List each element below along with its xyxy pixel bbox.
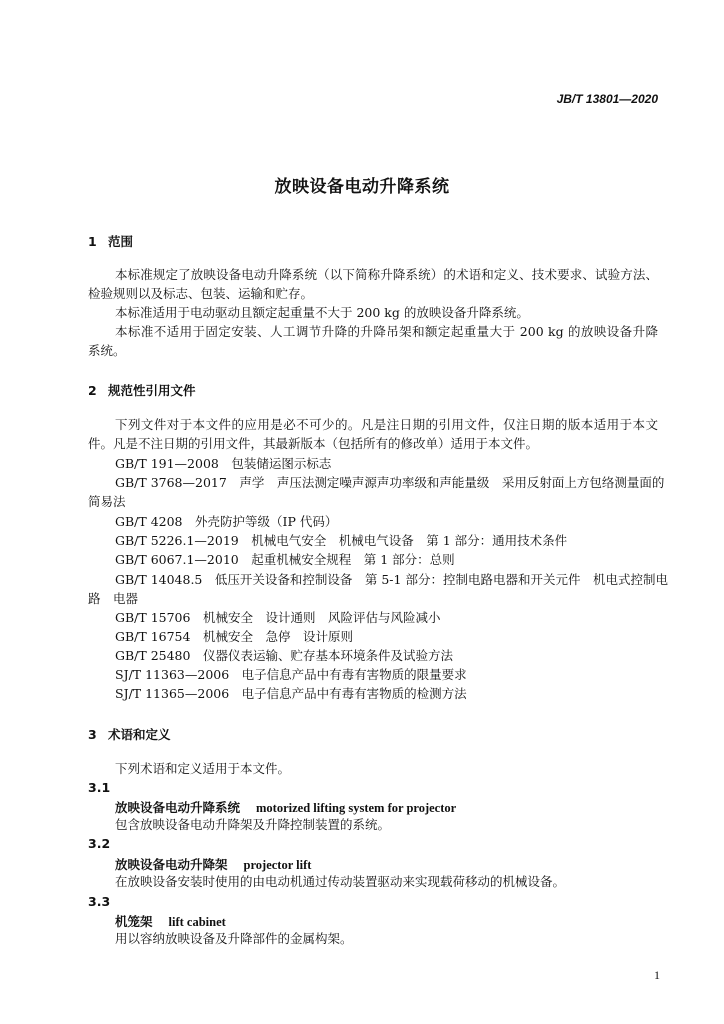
reference-item-continuation: 路 电器 bbox=[88, 591, 139, 606]
document-title: 放映设备电动升降系统 bbox=[274, 177, 450, 197]
term-english: motorized lifting system for projector bbox=[256, 801, 457, 815]
scope-paragraph-2: 本标准适用于电动驱动且额定起重量不大于 200 kg 的放映设备升降系统。 bbox=[115, 305, 529, 320]
reference-item-continuation: 简易法 bbox=[88, 494, 126, 509]
term-number: 3.2 bbox=[88, 836, 111, 851]
terms-intro: 下列术语和定义适用于本文件。 bbox=[115, 761, 291, 776]
term-entry bbox=[115, 912, 226, 930]
references-intro-line-1: 下列文件对于本文件的应用是必不可少的。凡是注日期的引用文件，仅注日期的版本适用于本文 bbox=[115, 417, 658, 432]
scope-paragraph-3-line-2: 系统。 bbox=[88, 343, 126, 358]
scope-paragraph-1-line-2: 检验规则以及标志、包装、运输和贮存。 bbox=[88, 286, 314, 301]
section-title: 范围 bbox=[108, 234, 134, 249]
reference-item: GB/T 6067.1—2010 起重机械安全规程 第 1 部分：总则 bbox=[115, 552, 455, 567]
section-1-heading bbox=[88, 232, 133, 250]
reference-item: SJ/T 11365—2006 电子信息产品中有毒有害物质的检测方法 bbox=[115, 686, 467, 701]
page-number: 1 bbox=[654, 968, 660, 982]
reference-item: GB/T 14048.5 低压开关设备和控制设备 第 5-1 部分：控制电路电器和开关元件 机电式控制电 bbox=[115, 572, 668, 587]
term-entry bbox=[115, 798, 456, 816]
term-definition: 用以容纳放映设备及升降部件的金属构架。 bbox=[115, 931, 353, 946]
section-3-heading bbox=[88, 725, 171, 743]
reference-item: GB/T 4208 外壳防护等级（IP 代码） bbox=[115, 514, 338, 529]
scope-paragraph-3-line-1: 本标准不适用于固定安装、人工调节升降的升降吊架和额定起重量大于 200 kg 的放映设备升降 bbox=[115, 324, 658, 339]
term-definition: 在放映设备安装时使用的由电动机通过传动装置驱动来实现载荷移动的机械设备。 bbox=[115, 874, 566, 889]
reference-item: GB/T 3768—2017 声学 声压法测定噪声源声功率级和声能量级 采用反射面上方包络测量面的 bbox=[115, 475, 665, 490]
term-chinese: 机笼架 bbox=[115, 914, 153, 929]
term-english: lift cabinet bbox=[168, 915, 226, 929]
reference-item: SJ/T 11363—2006 电子信息产品中有毒有害物质的限量要求 bbox=[115, 667, 467, 682]
section-number: 2 bbox=[88, 383, 97, 398]
term-english: projector lift bbox=[243, 858, 312, 872]
section-title: 规范性引用文件 bbox=[108, 383, 196, 398]
term-entry bbox=[115, 855, 311, 873]
reference-item: GB/T 5226.1—2019 机械电气安全 机械电气设备 第 1 部分：通用技术条件 bbox=[115, 533, 568, 548]
term-definition: 包含放映设备电动升降架及升降控制装置的系统。 bbox=[115, 817, 391, 832]
section-number: 1 bbox=[88, 234, 97, 249]
section-2-heading bbox=[88, 381, 196, 399]
section-number: 3 bbox=[88, 727, 97, 742]
section-title: 术语和定义 bbox=[108, 727, 171, 742]
reference-item: GB/T 16754 机械安全 急停 设计原则 bbox=[115, 629, 353, 644]
term-number: 3.1 bbox=[88, 780, 111, 795]
reference-item: GB/T 15706 机械安全 设计通则 风险评估与风险减小 bbox=[115, 610, 441, 625]
references-intro-line-2: 件。凡是不注日期的引用文件，其最新版本（包括所有的修改单）适用于本文件。 bbox=[88, 436, 539, 451]
reference-item: GB/T 191—2008 包装储运图示标志 bbox=[115, 456, 332, 471]
term-chinese: 放映设备电动升降架 bbox=[115, 857, 228, 872]
term-chinese: 放映设备电动升降系统 bbox=[115, 800, 241, 815]
reference-item: GB/T 25480 仪器仪表运输、贮存基本环境条件及试验方法 bbox=[115, 648, 453, 663]
term-number: 3.3 bbox=[88, 894, 111, 909]
document-number: JB/T 13801—2020 bbox=[556, 92, 658, 106]
scope-paragraph-1-line-1: 本标准规定了放映设备电动升降系统（以下简称升降系统）的术语和定义、技术要求、试验方法、 bbox=[115, 267, 658, 282]
